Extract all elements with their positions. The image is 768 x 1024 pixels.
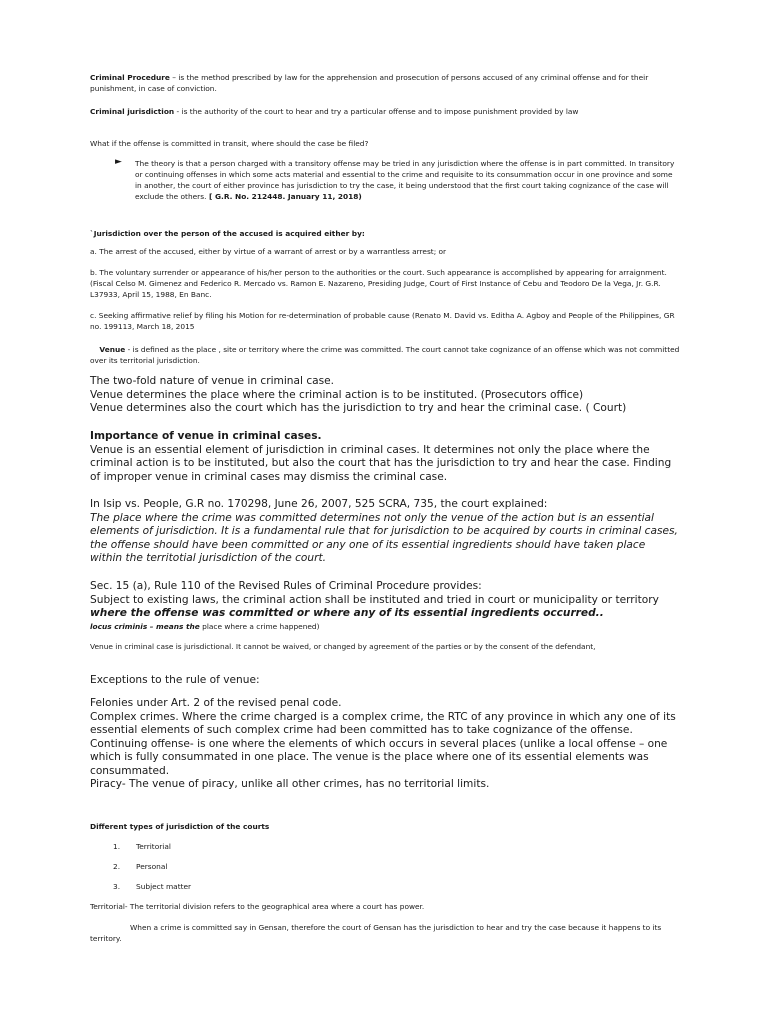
list-number: 1. xyxy=(113,842,121,851)
list-item: Subject matter xyxy=(136,882,192,891)
transit-question: What if the offense is committed in transit, where should the case be filed? xyxy=(90,139,369,148)
list-number: 2. xyxy=(113,862,121,871)
list-item: Complex crimes. Where the crime charged is a complex crime, the RTC of any province in which any one of its essential elements of such complex crime had been committed has to take cognizance of the offense. xyxy=(90,710,676,736)
bullet-arrow-icon: ► xyxy=(115,157,122,167)
section-heading: Importance of venue in criminal cases. xyxy=(90,430,322,442)
item-c: c. Seeking affirmative relief by filing his Motion for re-determination of probable cause (Renato M. David vs. Editha A. Agboy and People of the Philippines, GR no. 199113, March 18, 2015 xyxy=(90,311,675,331)
list-item: Continuing offense- is one where the elements of which occurs in several places (unlike a local offense – one which is fully consummated in one place. The venue is the place where one of its essential elements was consummated. xyxy=(90,737,668,777)
territorial-definition: Territorial- The territorial division refers to the geographical area where a court has power. xyxy=(90,902,425,911)
criminal-procedure-definition: Criminal Procedure – is the method prescribed by law for the apprehension and prosecution of persons accused of any criminal offense and for their punishment, in case of conviction. xyxy=(90,73,649,93)
twofold-nature: The two-fold nature of venue in criminal case. Venue determines the place where the criminal action is to be instituted. (Prosecutors office) Venue determines also the court which has the jurisdiction to try and hear the criminal case. ( Court) xyxy=(90,375,627,414)
term: Venue xyxy=(99,345,126,354)
locus-criminis: locus criminis – means the place where a crime happened) xyxy=(90,622,320,631)
transitory-offense-paragraph: The theory is that a person charged with a transitory offense may be tried in any jurisdiction where the offense is in part committed. In transitory or continuing offenses in which some acts material and essential to the crime and requisite to its consummation occur in one province and some in another, the court of either province has jurisdiction to try the case, it being understood that the first court taking cognizance of the case will exclude the others. [ G.R. No. 212448. January 11, 2018) xyxy=(135,159,675,201)
list-number: 3. xyxy=(113,882,121,891)
citation: [ G.R. No. 212448. January 11, 2018) xyxy=(206,192,362,201)
isip-quote: The place where the crime was committed determines not only the venue of the action but is an essential elements of jurisdiction. It is a fundamental rule that for jurisdiction to be acquired by courts in criminal cases, the offense should have been committed or any one of its essential ingredients should have taken place within the territotial jurisdiction of the court. xyxy=(90,511,678,564)
isip-intro: In Isip vs. People, G.R no. 170298, June 26, 2007, 525 SCRA, 735, the court explained: xyxy=(90,498,548,510)
jurisdiction-person-heading: `Jurisdiction over the person of the accused is acquired either by: xyxy=(90,229,365,238)
exceptions-heading: Exceptions to the rule of venue: xyxy=(90,674,260,686)
importance-section xyxy=(90,430,680,484)
importance-text: Venue is an essential element of jurisdiction in criminal cases. It determines not only the place where the criminal action is to be instituted, but also the court that has the jurisdiction to try and hear the case. Finding of improper venue in criminal cases may dismiss the criminal case. xyxy=(90,443,672,483)
item-a: a. The arrest of the accused, either by virtue of a warrant of arrest or by a warrantless arrest; or xyxy=(90,247,447,256)
sec15-intro: Sec. 15 (a), Rule 110 of the Revised Rules of Criminal Procedure provides: xyxy=(90,580,482,592)
list-item: Personal xyxy=(136,862,168,871)
venue-definition: Venue - is defined as the place , site or territory where the crime was committed. The court cannot take cognizance of an offense which was not committed over its territorial jurisdiction. xyxy=(90,345,680,365)
sec15-section xyxy=(90,580,680,621)
list-item: Territorial xyxy=(136,842,171,851)
exceptions-list xyxy=(90,697,680,792)
venue-jurisdictional: Venue in criminal case is jurisdictional. It cannot be waived, or changed by agreement of the parties or by the consent of the defendant, xyxy=(90,642,596,651)
term: Criminal Procedure xyxy=(90,73,170,82)
sec15-text: Subject to existing laws, the criminal action shall be instituted and tried in court or municipality or territory where the offense was committed or where any of its essential ingredients occurred.. xyxy=(90,593,659,619)
list-item: Felonies under Art. 2 of the revised penal code. xyxy=(90,697,342,709)
types-heading: Different types of jurisdiction of the courts xyxy=(90,822,270,831)
list-item: Piracy- The venue of piracy, unlike all other crimes, has no territorial limits. xyxy=(90,778,490,790)
isip-section xyxy=(90,498,680,566)
gensan-example: When a crime is committed say in Gensan, therefore the court of Gensan has the jurisdiction to hear and try the case because it happens to its territory. xyxy=(90,923,664,943)
criminal-jurisdiction-definition: Criminal jurisdiction - is the authority of the court to hear and try a particular offense and to impose punishment provided by law xyxy=(90,107,579,116)
item-b: b. The voluntary surrender or appearance of his/her person to the authorities or the court. Such appearance is accomplished by appearing for arraignment. (Fiscal Celso M. Gimenez and Federico R. Mercado vs. Ramon E. Nazareno, Presiding Judge, Court of First Instance of Cebu and Teodoro De la Vega, Jr. G.R. L37933, April 15, 1988, En Banc. xyxy=(90,268,667,299)
term: Criminal jurisdiction xyxy=(90,107,175,116)
